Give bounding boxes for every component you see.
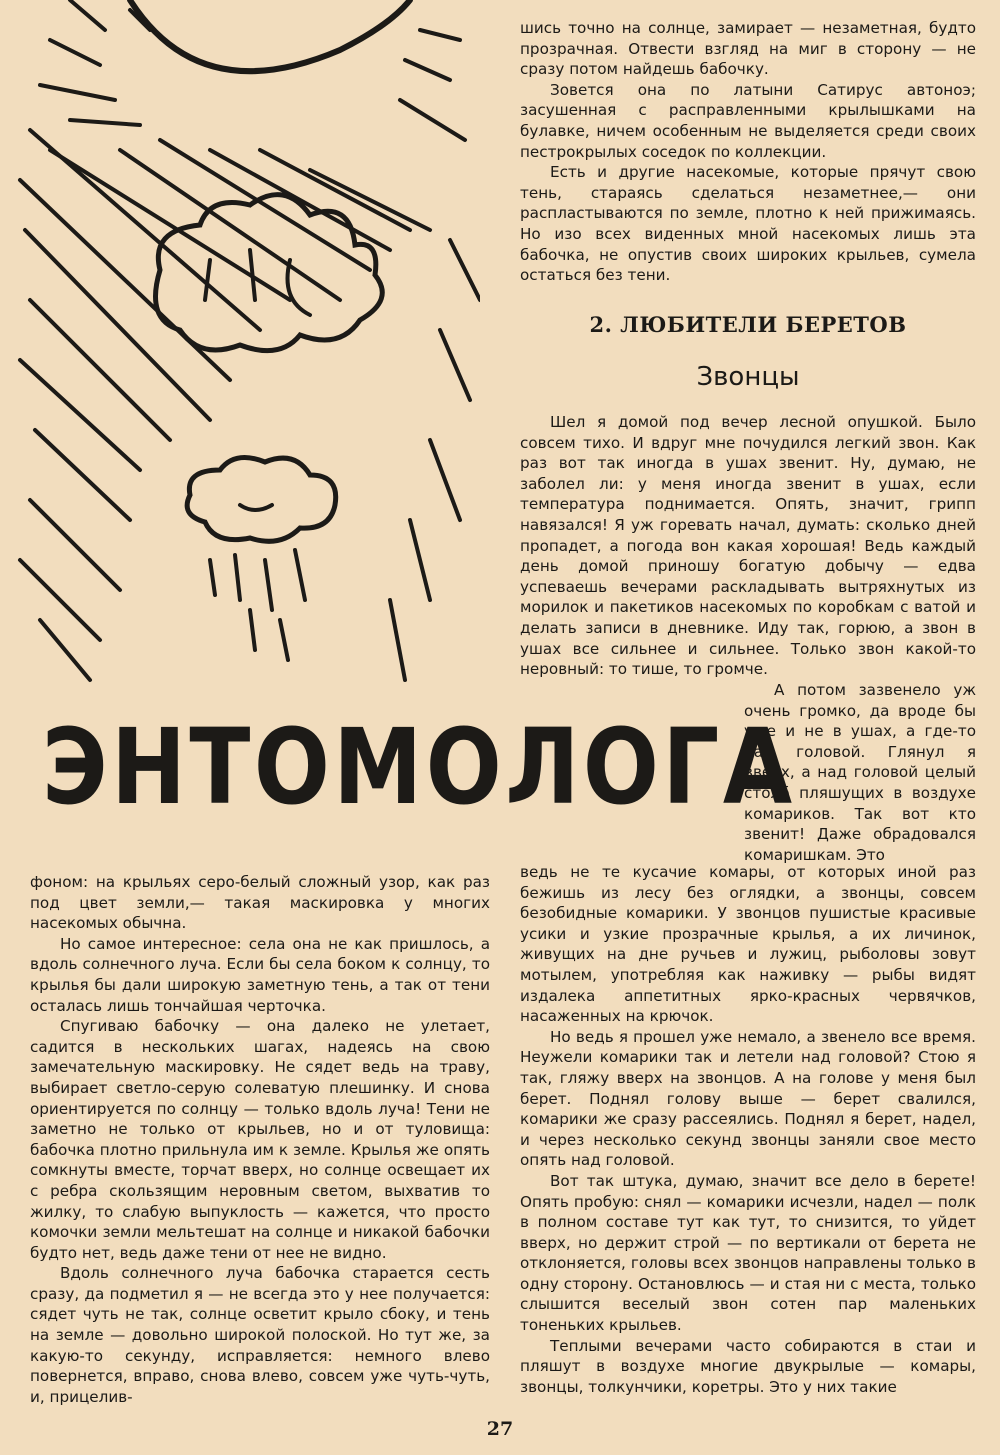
subheading: Звонцы [696, 362, 800, 392]
section-heading: 2. ЛЮБИТЕЛИ БЕРЕТОВ [589, 312, 907, 337]
paragraph: Вот так штука, думаю, значит все дело в берете! Опять пробую: снял — комарики исчезли, надел — полк в полном составе тут как тут, то снизится, то уйдет вверх, но держит строй — по вертикали от берета не отклоняется, головы всех звонцов направлены только в одну сторону. Остановлюсь — и стая ни с места, только слышится веселый звон сотен пар маленьких тоненьких крыльев. [520, 1171, 976, 1335]
right-column-top [520, 18, 976, 286]
paragraph: Спугиваю бабочку — она далеко не улетает, садится в нескольких шагах, надеясь на свою замечательную маскировку. Не сядет ведь на траву, выбирает светло-серую солеватую плешинку. И снова ориентируется по солнцу — только вдоль луча! Тени не заметно не только от крыльев, но и от туловища: бабочка плотно прильнула им к земле. Крылья же опять сомкнуты вместе, торчат вверх, но солнце освещает их с ребра скользящим неровным светом, выхватив то жилку, то слабую выпуклость — кажется, что просто комочки земли мельтешат на солнце и никакой бабочки будто нет, ведь даже тени от нее не видно. [30, 1017, 490, 1262]
paragraph: шись точно на солнце, замирает — незаметная, будто прозрачная. Отвести взгляд на миг в сторону — не сразу потом найдешь бабочку. [520, 19, 976, 79]
paragraph: А потом зазвенело уж очень громко, да вроде бы уже и не в ушах, а где-то над головой. Глянул я вверх, а над головой целый столб пляшущих в воздухе комариков. Так вот кто звенит! Даже обрадовался комаришкам. Это [744, 681, 976, 864]
paragraph: Теплыми вечерами часто собираются в стаи и пляшут в воздухе многие двукрылые — комары, звонцы, толкунчики, коретры. Это у них такие [520, 1336, 976, 1396]
right-column-bottom [520, 862, 976, 1397]
page-number: 27 [486, 1418, 514, 1440]
paragraph: Зовется она по латыни Сатирус автоноэ; засушенная с расправленными крылышками на булавке, ничем особенным не выделяется среди своих пестрокрылых соседок по коллекции. [520, 80, 976, 161]
paragraph: фоном: на крыльях серо-белый сложный узор, как раз под цвет земли,— такая маскировка у многих насекомых обычна. [30, 873, 490, 933]
right-column-middle [520, 412, 976, 680]
paragraph: Шел я домой под вечер лесной опушкой. Было совсем тихо. И вдруг мне почудился легкий звон. Как раз вот так иногда в ушах звенит. Ну, думаю, не заболел ли: у меня иногда звенит в ушах, если температура поднимается. Опять, значит, грипп навязался! Я уж горевать начал, думать: сколько дней пропадет, а погода вон какая хорошая! Ведь каждый день домой приношу богатую добычу — едва успеваешь вечерами раскладывать вытряхнутых из морилок и пакетиков насекомых по коробкам с ватой и делать записи в дневнике. Иду так, горюю, а звон в ушах все сильнее и сильнее. Только звон какой-то неровный: то тише, то громче. [520, 413, 976, 679]
big-title: ЭНТОМОЛОГА [42, 706, 796, 828]
paragraph: Вдоль солнечного луча бабочка старается сесть сразу, да подметил я — не всегда это у нее получается: сядет чуть не так, солнце осветит крыло сбоку, и тень на земле — довольно широкой полоской. Но тут же, за какую-то секунду, исправляется: немного влево повернется, вправо, снова влево, совсем уже чуть-чуть, и, прицелив- [30, 1264, 490, 1406]
paragraph: Но самое интересное: села она не как пришлось, а вдоль солнечного луча. Если бы села боком к солнцу, то крылья бы дали широкую заметную тень, а так от тени осталась лишь тончайшая черточка. [30, 934, 490, 1015]
paragraph: Есть и другие насекомые, которые прячут свою тень, стараясь сделаться незаметнее,— они распластываются по земле, плотно к ней прижимаясь. Но изо всех виденных мной насекомых лишь эта бабочка, не опустив своих широких крыльев, сумела остаться без тени. [520, 163, 976, 285]
paragraph: Но ведь я прошел уже немало, а звенело все время. Неужели комарики так и летели над головой? Стою я так, гляжу вверх на звонцов. А на голове у меня был берет. Поднял голову выше — берет свалился, комарики же сразу рассеялись. Поднял я берет, надел, и через несколько секунд звонцы заняли свое место опять над головой. [520, 1027, 976, 1170]
left-column-bottom [30, 872, 490, 1407]
sun-clouds-illustration [10, 0, 480, 700]
paragraph: ведь не те кусачие комары, от которых иной раз бежишь из лесу без оглядки, а звонцы, совсем безобидные комарики. У звонцов пушистые красивые усики и узкие прозрачные крылья, а их личинок, живущих на дне ручьев и лужиц, рыболовы зовут мотылем, употребляя как наживку — рыбы видят издалека аппетитных ярко-красных червячков, насаженных на крючок. [520, 863, 976, 1026]
